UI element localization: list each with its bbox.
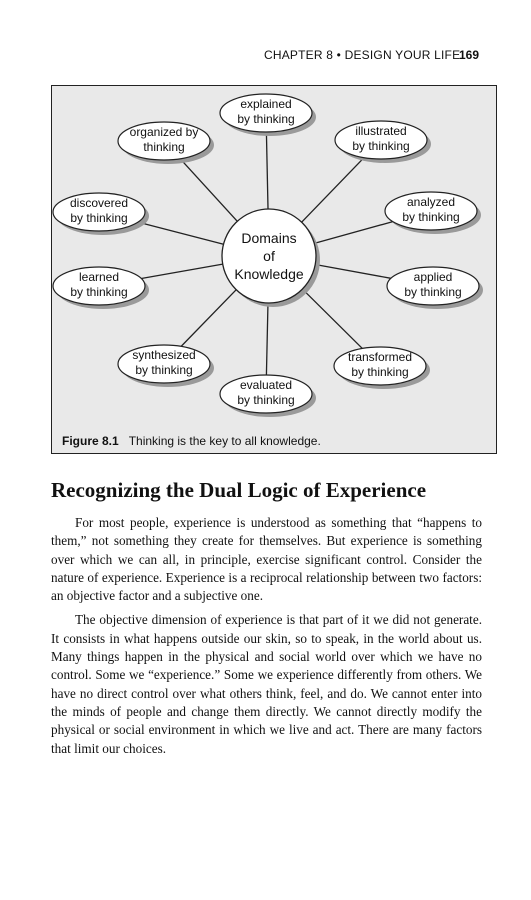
figure-8-1 [51, 85, 497, 454]
body-text [51, 514, 482, 764]
node-illustrated-by-thinking [335, 121, 431, 163]
node-label-line: evaluated [239, 378, 293, 392]
node-label-line: by thinking [237, 393, 295, 407]
node-discovered-by-thinking [53, 193, 149, 235]
figure-number: Figure 8.1 [62, 434, 119, 448]
spoke-line [266, 303, 268, 375]
center-label-line: Knowledge [234, 266, 304, 282]
spoke-line [180, 159, 237, 222]
node-label-line: by thinking [404, 285, 462, 299]
node-label-line: synthesized [132, 348, 196, 362]
center-label-line: Domains [241, 230, 297, 246]
chapter-title: CHAPTER 8 • DESIGN YOUR LIFE [264, 48, 461, 62]
spoke-line [266, 132, 268, 209]
center-node [222, 209, 320, 307]
node-label-line: by thinking [70, 285, 128, 299]
page-number: 169 [459, 48, 480, 62]
node-label-line: organized by [129, 125, 199, 139]
section-heading: Recognizing the Dual Logic of Experience [51, 478, 427, 502]
node-applied-by-thinking [387, 267, 483, 309]
node-label-line: by thinking [352, 139, 410, 153]
spoke-line [181, 290, 236, 347]
paragraph-2: The objective dimension of experience is that part of it we did not generate. It consists in what happens outside our skin, so to speak, in the world about us. Many things happen in the physical and social world over which we have no control. Some we “experience.” Some we experience differently from others. We have no direct control over what others think, feel, and do. We cannot enter into the minds of people and change them directly. We cannot directly modify the physical or social environment in which we live and act. There are many factors that limit our choices. [51, 612, 482, 756]
node-explained-by-thinking [220, 94, 316, 136]
node-transformed-by-thinking [334, 347, 430, 389]
node-label-line: illustrated [355, 124, 407, 138]
node-organized-by-thinking [118, 122, 214, 164]
paragraph-1: For most people, experience is understood as something that “happens to them,” not something they create for themselves. But experience is something over which we can all, in principle, exercise significant control. Consider the nature of experience. Experience is a reciprocal relationship between two factors: an objective factor and a subjective one. [51, 515, 482, 604]
node-label-line: thinking [143, 140, 185, 154]
node-analyzed-by-thinking [385, 192, 481, 234]
center-label-line: of [263, 248, 275, 264]
figure-caption-text: Thinking is the key to all knowledge. [128, 434, 321, 448]
node-label-line: transformed [347, 350, 413, 364]
node-label-line: applied [413, 270, 453, 284]
spoke-line [138, 222, 224, 244]
node-label-line: by thinking [351, 365, 409, 379]
running-head [0, 46, 531, 66]
node-label-line: analyzed [406, 195, 456, 209]
node-label-line: explained [240, 97, 292, 111]
spoke-line [141, 264, 222, 278]
node-label-line: discovered [69, 196, 129, 210]
node-label-line: by thinking [402, 210, 460, 224]
spoke-line [302, 158, 364, 223]
spoke-line [302, 289, 362, 348]
node-label-line: by thinking [237, 112, 295, 126]
node-label-line: by thinking [70, 211, 128, 225]
node-label-line: learned [78, 270, 120, 284]
knowledge-diagram [52, 86, 498, 426]
figure-caption [62, 434, 321, 448]
spoke-line [314, 222, 393, 244]
node-label-line: by thinking [135, 363, 193, 377]
spoke-line [315, 264, 391, 278]
node-evaluated-by-thinking [220, 375, 316, 417]
node-synthesized-by-thinking [118, 345, 214, 387]
node-learned-by-thinking [53, 267, 149, 309]
